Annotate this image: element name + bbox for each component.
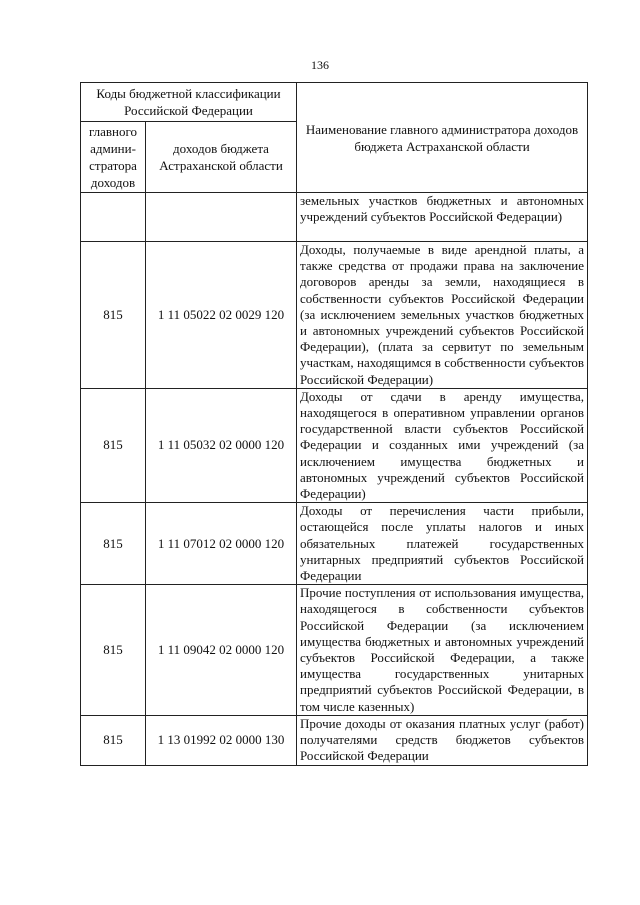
budget-classification-table xyxy=(80,82,588,766)
income-name-cell: Прочие поступления от использования имущества, находящегося в собственности субъектов Российской Федерации (за исключением имущества бюджетных и автономных учреждений субъектов Российской Федерации, а также имущества государственных унитарных предприятий субъектов Российской Федерации, в том числе казенных) xyxy=(297,585,588,716)
table-row xyxy=(81,585,588,716)
income-code-cell: 1 13 01992 02 0000 130 xyxy=(146,715,297,765)
header-income-column: доходов бюджета Астраханской области xyxy=(146,122,297,193)
admin-code-cell: 815 xyxy=(81,242,146,389)
income-name-cell: Доходы от сдачи в аренду имущества, находящегося в оперативном управлении органов государственной власти субъектов Российской Федерации и созданных ими учреждений (за исключением имущества бюджетных и автономных учреждений субъектов Российской Федерации) xyxy=(297,388,588,502)
admin-code-cell: 815 xyxy=(81,585,146,716)
income-name-cell: Доходы от перечисления части прибыли, остающейся после уплаты налогов и иных обязательных платежей государственных унитарных предприятий субъектов Российской Федерации xyxy=(297,503,588,585)
admin-code-cell: 815 xyxy=(81,715,146,765)
income-code-cell xyxy=(146,193,297,242)
header-name-column: Наименование главного администратора доходов бюджета Астраханской области xyxy=(297,83,588,193)
table-header-row xyxy=(81,83,588,122)
income-code-cell: 1 11 07012 02 0000 120 xyxy=(146,503,297,585)
income-name-cell: земельных участков бюджетных и автономных учреждений субъектов Российской Федерации) xyxy=(297,193,588,242)
table-row xyxy=(81,388,588,502)
table-row xyxy=(81,193,588,242)
admin-code-cell xyxy=(81,193,146,242)
income-code-cell: 1 11 05022 02 0029 120 xyxy=(146,242,297,389)
header-admin-column: главного админи-стратора доходов xyxy=(81,122,146,193)
admin-code-cell: 815 xyxy=(81,388,146,502)
admin-code-cell: 815 xyxy=(81,503,146,585)
header-codes-group: Коды бюджетной классификации Российской Федерации xyxy=(81,83,297,122)
table-row xyxy=(81,715,588,765)
income-code-cell: 1 11 09042 02 0000 120 xyxy=(146,585,297,716)
table-row xyxy=(81,242,588,389)
income-name-cell: Доходы, получаемые в виде арендной платы, а также средства от продажи права на заключение договоров аренды за земли, находящиеся в собственности субъектов Российской Федерации (за исключением земельных участков бюджетных и автономных учреждений субъектов Российской Федерации), (плата за сервитут по земельным участкам, находящимся в собственности субъектов Российской Федерации) xyxy=(297,242,588,389)
income-name-cell: Прочие доходы от оказания платных услуг (работ) получателями средств бюджетов субъектов Российской Федерации xyxy=(297,715,588,765)
page-number: 136 xyxy=(311,58,329,72)
table-row xyxy=(81,503,588,585)
income-code-cell: 1 11 05032 02 0000 120 xyxy=(146,388,297,502)
